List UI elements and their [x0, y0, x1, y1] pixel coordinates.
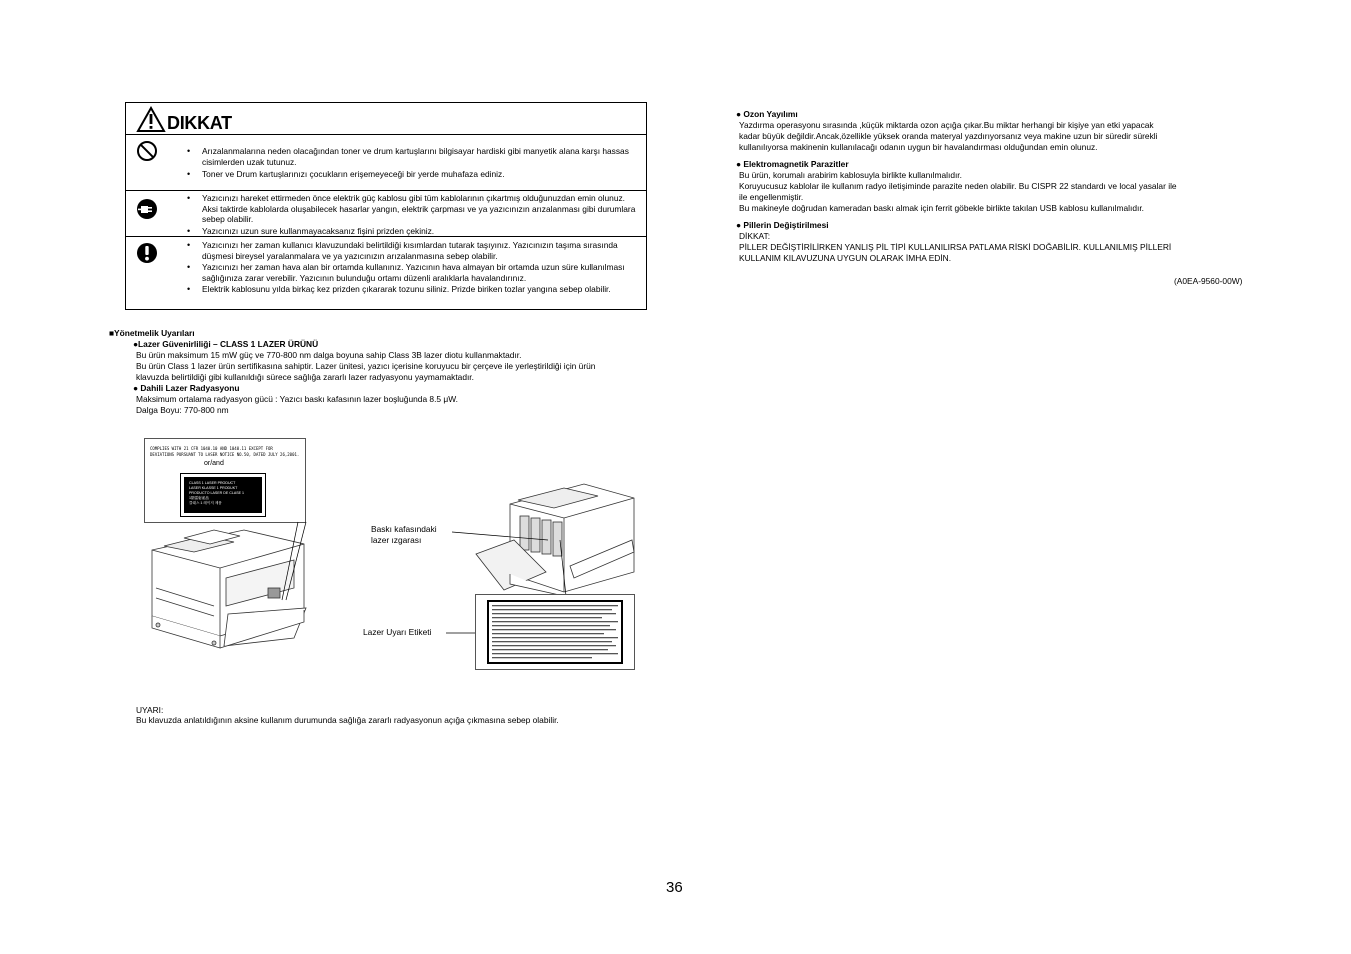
laser-safety-line: Bu ürün maksimum 15 mW güç ve 770-800 nm dalga boyuna sahip Class 3B lazer diotu kullanmaktadır.	[136, 350, 522, 360]
battery-line: KULLANIM KILAVUZUNA UYGUN OLARAK İMHA EDİN.	[739, 253, 952, 263]
unplug-icon	[136, 198, 158, 220]
emi-line: Koruyucusuz kablolar ile kullanım radyo iletişiminde parazite neden olabilir. Bu CISPR 22 standardı ve local yasalar ile	[739, 181, 1177, 191]
callout-laser-grating-line: Baskı kafasındaki	[371, 524, 437, 534]
battery-title: ● Pillerin Değiştirilmesi	[736, 220, 829, 230]
callout-label-leader-line	[446, 632, 476, 634]
dikkat-header	[126, 103, 646, 135]
internal-laser-line: Maksimum ortalama radyasyon gücü : Yazıcı baskı kafasının lazer boşluğunda 8.5 μW.	[136, 394, 458, 404]
list-item: • Yazıcınızı her zaman kullanıcı klavuzundaki belirtildiği kısımlardan tutarak taşıyınız. Yazıcınızın taşıma sırasında düşmesi bireysel yaralanmalara ve ya yazıcınızın arızalanmasına sebep olabilir.	[187, 240, 638, 261]
warning-triangle-icon	[136, 106, 166, 133]
class1-label-line: 클래스 1 레이저 제품	[189, 501, 222, 505]
emi-line: ile engellenmiştir.	[739, 192, 804, 202]
label-leader-lines	[260, 520, 310, 610]
internal-laser-line: Dalga Boyu: 770-800 nm	[136, 405, 229, 415]
ozone-line: kadar büyük değildir.Ancak,özellikle yüksek oranda materyal yazdırıyorsanız veya makine uzun bir süredir sürekli	[739, 131, 1158, 141]
class1-label-line: LASER KLASSE 1 PRODUKT	[189, 486, 238, 490]
cfr-compliance-line: DEVIATIONS PURSUANT TO LASER NOTICE NO.50, DATED JULY 26,2001.	[150, 451, 300, 457]
callout-leader-lines	[448, 528, 568, 598]
ozone-title: ● Ozon Yayılımı	[736, 109, 798, 119]
callout-laser-warning-label: Lazer Uyarı Etiketi	[363, 627, 432, 637]
dikkat-caution-box	[125, 102, 647, 310]
callout-laser-grating	[371, 524, 437, 546]
cfr-compliance-text	[150, 446, 299, 457]
emi-line: Bu ürün, korumalı arabirim kablosuyla birlikte kullanılmalıdır.	[739, 170, 962, 180]
laser-safety-title: ●Lazer Güvenirliliği – CLASS 1 LAZER ÜRÜNÜ	[133, 339, 319, 349]
battery-line: DİKKAT:	[739, 231, 771, 241]
class1-label-line: 1類雷射產品	[189, 496, 209, 500]
list-item: • Toner ve Drum kartuşlarınızı çocukların erişemeyeceği bir yerde muhafaza ediniz.	[187, 169, 638, 180]
exclamation-icon	[136, 242, 158, 264]
emi-line: Bu makineyle doğrudan kameradan baskı almak için ferrit göbekle birlikte takılan USB kablosu kullanılmalıdır.	[739, 203, 1144, 213]
page-number: 36	[666, 879, 683, 896]
callout-laser-grating-line: lazer ızgarası	[371, 535, 422, 545]
class1-label-outer	[180, 473, 266, 517]
list-item: • Elektrik kablosunu yılda birkaç kez prizden çıkararak tozunu siliniz. Prizde biriken tozlar yangına sebep olabilir.	[187, 284, 638, 295]
class1-label	[184, 477, 262, 513]
warning-title: UYARI:	[136, 705, 164, 715]
internal-laser-title: ● Dahili Lazer Radyasyonu	[133, 383, 240, 393]
regulations-heading: ■Yönetmelik Uyarıları	[109, 328, 195, 338]
class1-label-line: PRODUCTO LASER DE CLASE 1	[189, 491, 245, 495]
or-and-label: or/and	[204, 460, 224, 467]
laser-safety-line: klavuzda belirtildiği gibi kullanıldığı sürece sağlığa zararlı lazer radyasyonu yaymamaktadır.	[136, 372, 474, 382]
list-item: • Arızalanmalarına neden olacağından toner ve drum kartuşlarını bilgisayar hardiski gibi manyetik alana karşı hassas cisimlerden uzak tutunuz.	[187, 146, 638, 167]
battery-line: PİLLER DEĞİŞTİRİLİRKEN YANLIŞ PİL TİPİ KULLANILIRSA PATLAMA RİSKİ DOĞABİLİR. KULLANILMIŞ PİLLERİ	[739, 242, 1172, 252]
emi-title: ● Elektromagnetik Parazitler	[736, 159, 849, 169]
laser-warning-label-image	[487, 600, 623, 664]
cfr-compliance-line: COMPLIES WITH 21 CFR 1040.10 AND 1040.11 EXCEPT FOR	[150, 446, 273, 451]
list-item: • Yazıcınızı her zaman hava alan bir ortamda kullanınız. Yazıcının hava almayan bir ortamda uzun süre kullanılması sağlığınıza zarar verebilir. Yazıcının bulunduğu ortamı düzenli aralıklarla havalandırınız.	[187, 262, 638, 283]
dikkat-section-prohibition	[126, 135, 646, 191]
dikkat-title: DIKKAT	[167, 113, 232, 133]
dikkat-section-exclamation	[126, 237, 646, 311]
laser-warning-label-panel	[475, 594, 635, 670]
dikkat-section-unplug	[126, 191, 646, 237]
list-item: • Yazıcınızı uzun sure kullanmayacaksanız fişini prizden çekiniz.	[187, 226, 638, 237]
warning-text: Bu klavuzda anlatıldığının aksine kullanım durumunda sağlığa zararlı radyasyonun açığa çıkmasına sebep olabilir.	[136, 715, 559, 725]
document-code: (A0EA-9560-00W)	[1174, 276, 1243, 286]
ozone-line: Yazdırma operasyonu sırasında ,küçük miktarda ozon açığa çıkar.Bu miktar herhangi bir kişiye yan etki yapacak	[739, 120, 1154, 130]
prohibition-icon	[136, 140, 158, 162]
list-item: • Yazıcınızı hareket ettirmeden önce elektrik güç kablosu gibi tüm kablolarının çıkartmış olduğunuzdan emin olunuz. Aksi taktirde kablolarda oluşabilecek hasarlar yangın, elektrik çarpması ve ya yazıcınızın arızalanması gibi durumlara sebep olabilir.	[187, 193, 638, 225]
ozone-line: kullanılıyorsa makinenin kullanılacağı odanın uygun bir havalandırması olduğundan emin olunuz.	[739, 142, 1098, 152]
class1-label-line: CLASS 1 LASER PRODUCT	[189, 481, 236, 485]
laser-safety-line: Bu ürün Class 1 lazer ürün sertifikasına sahiptir. Lazer ünitesi, yazıcı içerisine koruyucu bir çerçeve ile yerleştirildiği için ürün	[136, 361, 596, 371]
